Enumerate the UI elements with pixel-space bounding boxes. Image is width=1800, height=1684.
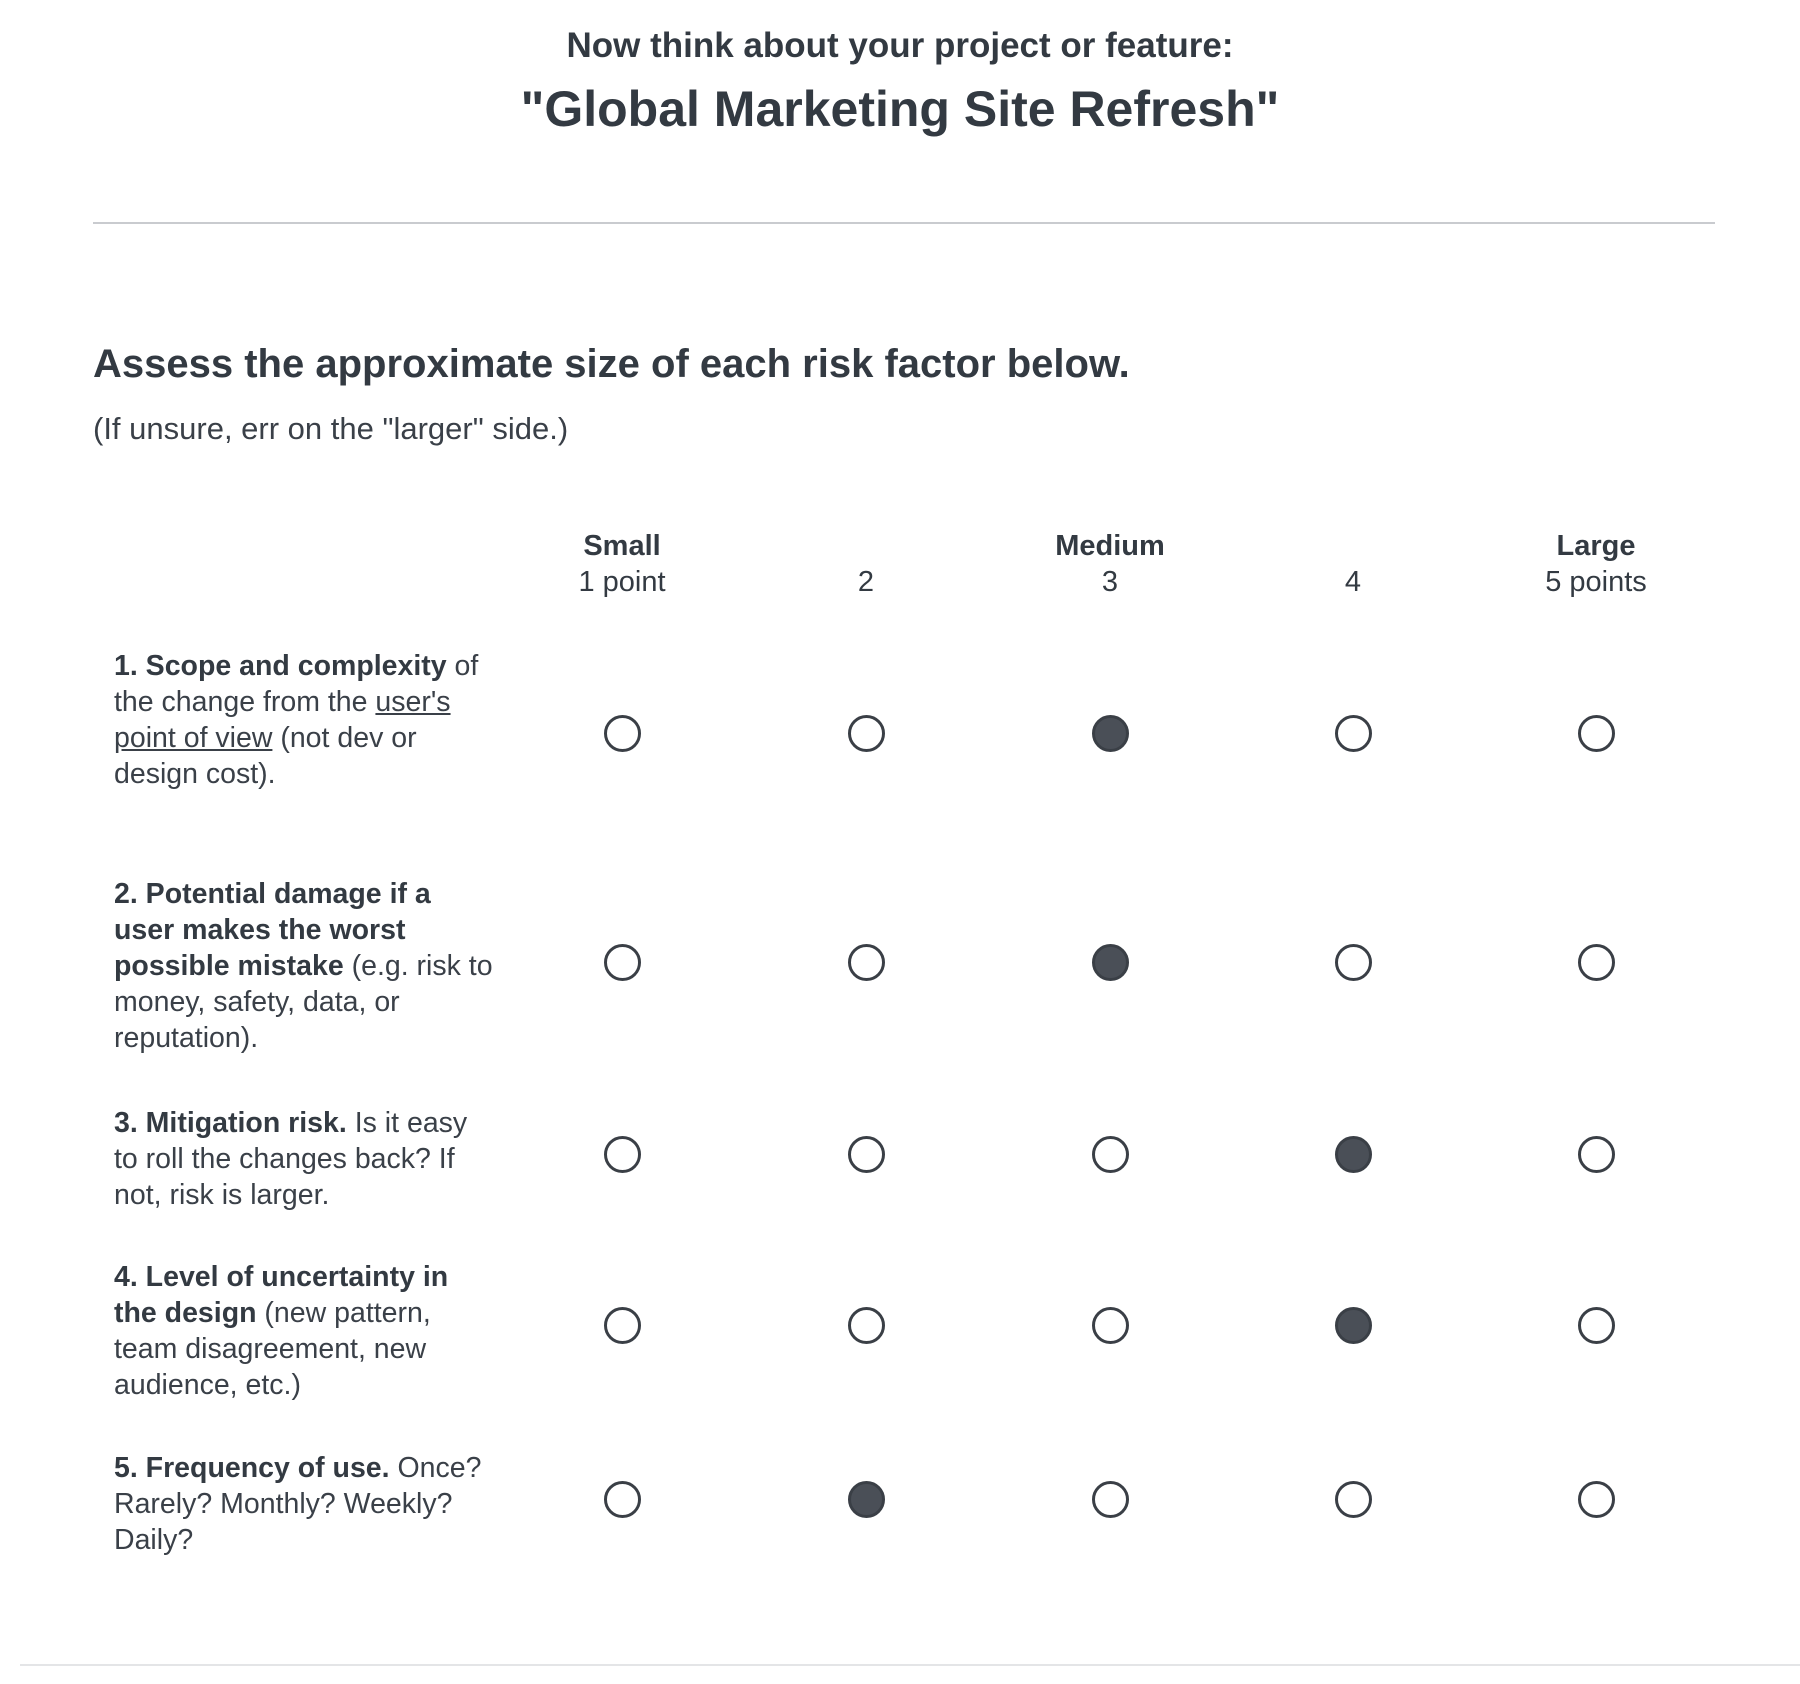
factor-3-radio-4[interactable]: [1335, 1136, 1372, 1173]
factor-1-radio-1[interactable]: [604, 715, 641, 752]
factor-1-radio-5[interactable]: [1578, 715, 1615, 752]
factor-4-radio-3[interactable]: [1092, 1307, 1129, 1344]
risk-factor-label-3: [114, 1105, 494, 1213]
factor-2-radio-5[interactable]: [1578, 944, 1615, 981]
scale-header-points: 4: [1344, 566, 1362, 598]
factor-2-radio-2[interactable]: [848, 944, 885, 981]
scale-header-5: [1486, 528, 1706, 600]
scale-header-name: [1243, 528, 1463, 564]
factor-text: 1. Scope and complexity: [114, 650, 447, 682]
factor-3-radio-2[interactable]: [848, 1136, 885, 1173]
footer-divider: [20, 1664, 1800, 1666]
scale-header-2: [756, 528, 976, 600]
scale-header-points: 3: [1101, 566, 1119, 598]
intro-text: Now think about your project or feature:: [566, 26, 1234, 65]
scale-header-points: 5 points: [1545, 566, 1647, 598]
scale-header-4: [1243, 528, 1463, 600]
project-title: "Global Marketing Site Refresh": [520, 81, 1280, 137]
factor-5-radio-3[interactable]: [1092, 1481, 1129, 1518]
scale-header-name: Medium: [1055, 530, 1165, 562]
scale-header-points: 2: [857, 566, 875, 598]
scale-header-3: [1000, 528, 1220, 600]
risk-factor-label-4: [114, 1259, 494, 1403]
factor-term-link: user's point of view: [114, 686, 451, 754]
section-title: Assess the approximate size of each risk factor below.: [93, 342, 1130, 386]
factor-1-radio-4[interactable]: [1335, 715, 1372, 752]
factor-text: 2. Potential damage if a user makes the worst possible mistake: [114, 878, 431, 982]
factor-text: 5. Frequency of use.: [114, 1452, 390, 1484]
section-hint: (If unsure, err on the "larger" side.): [93, 411, 569, 446]
factor-3-radio-5[interactable]: [1578, 1136, 1615, 1173]
risk-factor-label-5: [114, 1450, 494, 1558]
factor-2-radio-3[interactable]: [1092, 944, 1129, 981]
factor-2-radio-4[interactable]: [1335, 944, 1372, 981]
factor-1-radio-2[interactable]: [848, 715, 885, 752]
scale-header-name: Small: [583, 530, 661, 562]
factor-4-radio-1[interactable]: [604, 1307, 641, 1344]
factor-4-radio-4[interactable]: [1335, 1307, 1372, 1344]
scale-header-name: Large: [1556, 530, 1636, 562]
factor-text: (e.g. risk to money, safety, data, or reputation).: [114, 950, 493, 1054]
header-divider: [93, 222, 1715, 224]
factor-text: Is it easy to roll the changes back? If not, risk is larger.: [114, 1107, 468, 1211]
factor-4-radio-5[interactable]: [1578, 1307, 1615, 1344]
factor-3-radio-1[interactable]: [604, 1136, 641, 1173]
factor-5-radio-4[interactable]: [1335, 1481, 1372, 1518]
scale-header-name: [756, 528, 976, 564]
factor-text: (not dev or design cost).: [114, 722, 417, 790]
factor-5-radio-2[interactable]: [848, 1481, 885, 1518]
factor-text: 3. Mitigation risk.: [114, 1107, 347, 1139]
factor-3-radio-3[interactable]: [1092, 1136, 1129, 1173]
factor-4-radio-2[interactable]: [848, 1307, 885, 1344]
factor-text: (new pattern, team disagreement, new audience, etc.): [114, 1297, 431, 1401]
factor-text: of the change from the: [114, 650, 479, 718]
risk-factor-label-1: [114, 648, 494, 792]
factor-text: 4. Level of uncertainty in the design: [114, 1261, 449, 1329]
factor-2-radio-1[interactable]: [604, 944, 641, 981]
factor-text: Once? Rarely? Monthly? Weekly? Daily?: [114, 1452, 482, 1556]
factor-5-radio-1[interactable]: [604, 1481, 641, 1518]
risk-factor-label-2: [114, 876, 494, 1056]
scale-header-points: 1 point: [578, 566, 666, 598]
factor-5-radio-5[interactable]: [1578, 1481, 1615, 1518]
factor-1-radio-3[interactable]: [1092, 715, 1129, 752]
scale-header-1: [512, 528, 732, 600]
